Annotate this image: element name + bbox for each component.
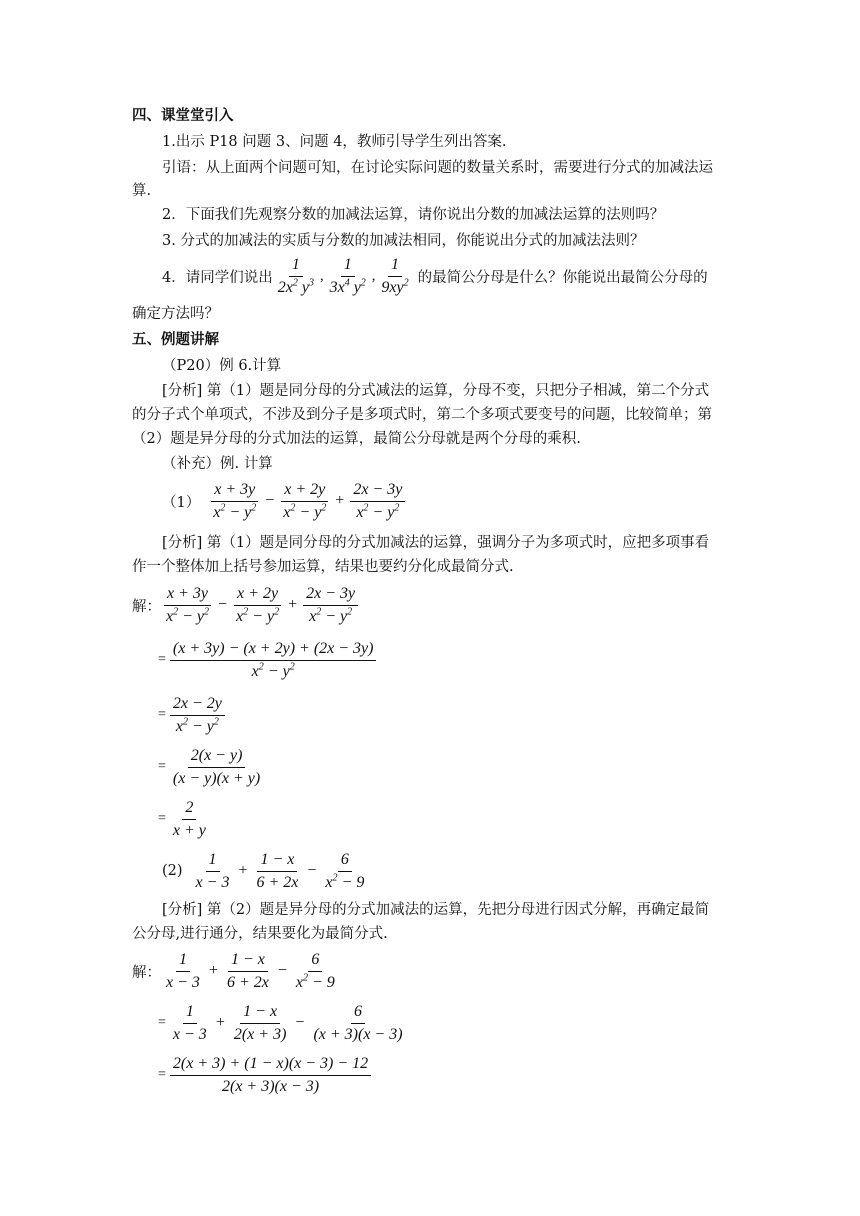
- example-6-title: （P20）例 6.计算: [162, 358, 282, 374]
- fraction-b: $\frac{1}{3x^4 y^2}$: [329, 255, 366, 296]
- analysis-3-line-2: 公分母,进行通分，结果要化为最简分式.: [132, 926, 388, 942]
- supplement-title: （补充）例. 计算: [162, 456, 273, 472]
- paragraph-5-lead: 4．请同学们说出: [162, 269, 273, 286]
- solution-1-label: 解：: [132, 598, 161, 615]
- solution-1-step-5: = $\frac{2}{x + y}$: [158, 798, 206, 839]
- paragraph-5-tail: 的最简公分母是什么？你能说出最简公分母的: [417, 269, 708, 286]
- analysis-1-line-1: [分析] 第（1）题是同分母的分式减法的运算，分母不变，只把分子相减，第二个分式: [162, 383, 710, 399]
- problem-1: （1） $\frac{x + 3y}{x^2 - y^2}$ − $\frac{x + 2y}{x^2 - y^2}$ + $\frac{2x - 3y}{x^2 - y^2}$: [162, 478, 407, 524]
- solution-2-step-1: 解： $\frac{1}{x - 3}$ + $\frac{1 - x}{6 + 2x}$ − $\frac{6}{x^2 - 9}$: [132, 950, 335, 991]
- solution-1-step-4: = $\frac{2(x - y)}{(x - y)(x + y)}$: [158, 746, 261, 787]
- paragraph-1: 1.出示 P18 问题 3、问题 4，教师引导学生列出答案.: [162, 134, 507, 150]
- fraction-a: $\frac{1}{2x^2 y^3}$: [277, 255, 314, 296]
- section-heading-5: 五、例题讲解: [132, 332, 219, 348]
- analysis-1-line-2: 的分子式个单项式，不涉及到分子是多项式时，第二个多项式要变号的问题，比较简单；第: [132, 407, 712, 423]
- paragraph-3: 2．下面我们先观察分数的加减法运算，请你说出分数的加减法运算的法则吗？: [162, 207, 665, 223]
- solution-2-step-3: = $\frac{2(x + 3) + (1 - x)(x - 3) - 12}{2(x + 3)(x - 3)}$: [158, 1052, 373, 1098]
- problem-2-label: (2): [162, 863, 183, 879]
- analysis-1-line-3: （2）题是异分母的分式加法的运算，最简公分母就是两个分母的乘积.: [132, 431, 581, 447]
- problem-2: (2) $\frac{1}{x - 3}$ + $\frac{1 - x}{6 + 2x}$ − $\frac{6}{x^2 - 9}$: [162, 850, 365, 891]
- section-heading-4: 四、课堂堂引入: [132, 108, 234, 124]
- analysis-2-line-1: [分析] 第（1）题是同分母的分式加减法的运算，强调分子为多项式时，应把多项事看: [162, 535, 710, 551]
- analysis-2-line-2: 作一个整体加上括号参加运算，结果也要约分化成最简分式.: [132, 559, 514, 575]
- paragraph-2: 引语：从上面两个问题可知，在讨论实际问题的数量关系时，需要进行分式的加减法运: [162, 160, 713, 176]
- analysis-3-line-1: [分析] 第（2）题是异分母的分式加减法的运算，先把分母进行因式分解，再确定最简: [162, 902, 710, 918]
- solution-2-step-2: = $\frac{1}{x - 3}$ + $\frac{1 - x}{2(x + 3)}$ − $\frac{6}{(x + 3)(x - 3)}$: [158, 1002, 403, 1043]
- solution-1-step-1: 解： $\frac{x + 3y}{x^2 - y^2}$ − $\frac{x + 2y}{x^2 - y^2}$ + $\frac{2x - 3y}{x^2 - y^2}$: [132, 582, 360, 628]
- solution-2-label: 解：: [132, 964, 161, 981]
- paragraph-2-cont: 算.: [132, 183, 152, 199]
- solution-1-step-2: = $\frac{(x + 3y) - (x + 2y) + (2x - 3y)}{x^2 - y^2}$: [158, 637, 378, 683]
- fraction-c: $\frac{1}{9xy^2}$: [381, 255, 409, 296]
- paragraph-4: 3. 分式的加减法的实质与分数的加减法相同，你能说出分式的加减法法则？: [162, 233, 645, 249]
- solution-1-step-3: = $\frac{2x - 2y}{x^2 - y^2}$: [158, 692, 227, 738]
- paragraph-5-cont: 确定方法吗？: [132, 306, 219, 322]
- paragraph-5: 4．请同学们说出 $\frac{1}{2x^2 y^3}$ , $\frac{1}{3x^4 y^2}$ , $\frac{1}{9xy^2}$ 的最简公分母是什么？你能说出最简公分母的: [162, 255, 708, 296]
- problem-1-label: （1）: [162, 494, 201, 511]
